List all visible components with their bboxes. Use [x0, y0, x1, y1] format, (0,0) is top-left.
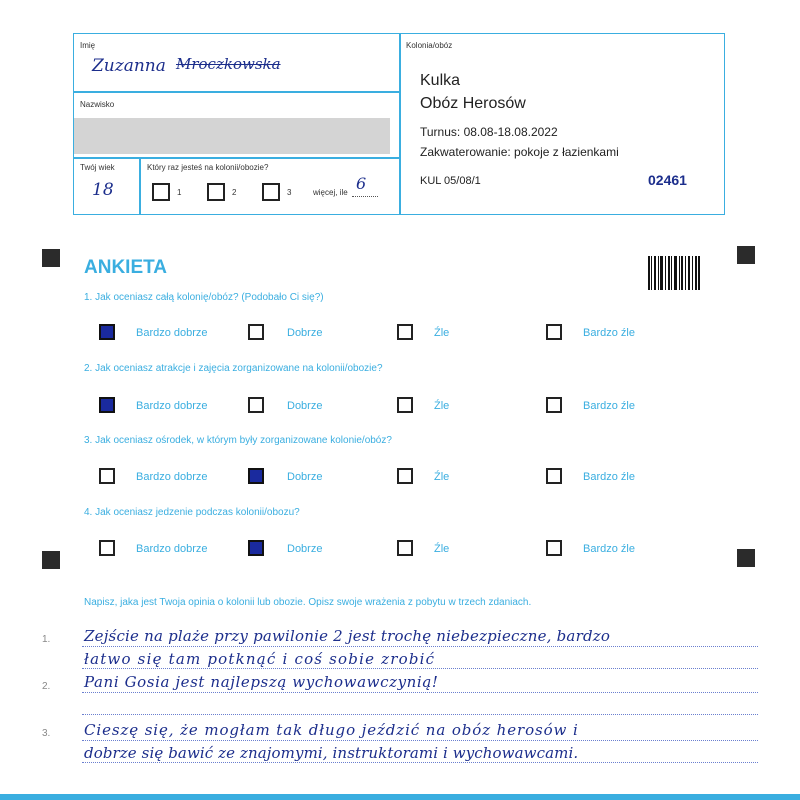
answer-1-line-2: łatwo się tam potknąć i coś sobie zrobić	[84, 650, 436, 668]
numer: 02461	[648, 172, 687, 188]
registration-mark-top-right	[737, 246, 755, 264]
q3-bardzo-dobrze-checkbox[interactable]	[99, 468, 115, 484]
q2-bardzo-dobrze-label: Bardzo dobrze	[136, 400, 208, 412]
question-3: 3. Jak oceniasz ośrodek, w którym były zorganizowane kolonie/obóz?	[84, 435, 392, 446]
survey-title: ANKIETA	[84, 257, 168, 278]
answer-3-line-2: dobrze się bawić ze znajomymi, instruktorami i wychowawcami.	[84, 744, 579, 762]
q1-dobrze-label: Dobrze	[287, 327, 323, 339]
ktory-raz-label: Który raz jesteś na kolonii/obozie?	[147, 163, 269, 172]
q4-dobrze-label: Dobrze	[287, 543, 323, 555]
answer-line-1a	[82, 646, 758, 647]
q4-dobrze-checkbox[interactable]	[248, 540, 264, 556]
q4-zle-checkbox[interactable]	[397, 540, 413, 556]
imie-label: Imię	[80, 41, 96, 50]
registration-mark-top-left	[42, 249, 60, 267]
answer-3-line-1: Cieszę się, że mogłam tak długo jeździć na obóz herosów i	[84, 721, 579, 739]
turnus: Turnus: 08.08-18.08.2022	[420, 125, 558, 139]
q1-bardzo-zle-label: Bardzo źle	[583, 327, 635, 339]
q1-zle-label: Źle	[434, 327, 450, 339]
q2-zle-checkbox[interactable]	[397, 397, 413, 413]
oboz-name: Obóz Herosów	[420, 95, 526, 112]
answer-1-line-1: Zejście na plaże przy pawilonie 2 jest trochę niebezpieczne, bardzo	[84, 627, 611, 645]
registration-mark-mid-left	[42, 551, 60, 569]
answer-line-1b	[82, 668, 758, 669]
times-1-label: 1	[177, 188, 182, 197]
kod: KUL 05/08/1	[420, 175, 481, 187]
question-2: 2. Jak oceniasz atrakcje i zajęcia zorganizowane na kolonii/obozie?	[84, 363, 383, 374]
q3-dobrze-checkbox[interactable]	[248, 468, 264, 484]
line-number-3: 3.	[42, 728, 51, 739]
q4-bardzo-zle-label: Bardzo źle	[583, 543, 635, 555]
opinion-prompt: Napisz, jaka jest Twoja opinia o kolonii lub obozie. Opisz swoje wrażenia z pobytu w trzech zdaniach.	[84, 597, 532, 608]
wiecej-value: 6	[356, 174, 367, 193]
times-3-label: 3	[287, 188, 292, 197]
bottom-blue-bar	[0, 794, 800, 800]
wiek-value: 18	[92, 180, 114, 200]
times-2-label: 2	[232, 188, 237, 197]
registration-mark-mid-right	[737, 549, 755, 567]
wiecej-dotline	[352, 196, 378, 197]
q3-bardzo-zle-label: Bardzo źle	[583, 471, 635, 483]
kolonia-name: Kulka	[420, 72, 461, 89]
answer-2-line-1: Pani Gosia jest najlepszą wychowawczynią!	[84, 673, 439, 691]
q4-bardzo-dobrze-label: Bardzo dobrze	[136, 543, 208, 555]
q2-bardzo-zle-checkbox[interactable]	[546, 397, 562, 413]
q2-zle-label: Źle	[434, 400, 450, 412]
line-number-1: 1.	[42, 634, 51, 645]
line-number-2: 2.	[42, 681, 51, 692]
wiek-label: Twój wiek	[80, 163, 115, 172]
q3-dobrze-label: Dobrze	[287, 471, 323, 483]
wiecej-label: więcej, ile	[313, 188, 348, 197]
q3-bardzo-dobrze-label: Bardzo dobrze	[136, 471, 208, 483]
q3-zle-checkbox[interactable]	[397, 468, 413, 484]
question-4: 4. Jak oceniasz jedzenie podczas kolonii/obozu?	[84, 507, 300, 518]
nazwisko-label: Nazwisko	[80, 100, 115, 109]
q4-bardzo-dobrze-checkbox[interactable]	[99, 540, 115, 556]
q2-bardzo-zle-label: Bardzo źle	[583, 400, 635, 412]
q1-bardzo-zle-checkbox[interactable]	[546, 324, 562, 340]
times-3-checkbox[interactable]	[262, 183, 280, 201]
question-1: 1. Jak oceniasz całą kolonię/obóz? (Podobało Ci się?)	[84, 292, 324, 303]
imie-crossed: Mroczkowska	[176, 55, 281, 73]
times-1-checkbox[interactable]	[152, 183, 170, 201]
q3-bardzo-zle-checkbox[interactable]	[546, 468, 562, 484]
zakwaterowanie: Zakwaterowanie: pokoje z łazienkami	[420, 145, 619, 159]
q4-bardzo-zle-checkbox[interactable]	[546, 540, 562, 556]
q2-bardzo-dobrze-checkbox[interactable]	[99, 397, 115, 413]
answer-line-3a	[82, 740, 758, 741]
q2-dobrze-checkbox[interactable]	[248, 397, 264, 413]
q1-zle-checkbox[interactable]	[397, 324, 413, 340]
times-2-checkbox[interactable]	[207, 183, 225, 201]
kolonia-label: Kolonia/obóz	[406, 41, 453, 50]
barcode	[648, 256, 700, 290]
answer-line-2a	[82, 692, 758, 693]
q3-zle-label: Źle	[434, 471, 450, 483]
nazwisko-redacted	[74, 118, 390, 154]
answer-line-2b	[82, 714, 758, 715]
q1-bardzo-dobrze-label: Bardzo dobrze	[136, 327, 208, 339]
q1-dobrze-checkbox[interactable]	[248, 324, 264, 340]
imie-value: Zuzanna	[92, 56, 166, 76]
q2-dobrze-label: Dobrze	[287, 400, 323, 412]
q1-bardzo-dobrze-checkbox[interactable]	[99, 324, 115, 340]
answer-line-3b	[82, 762, 758, 763]
q4-zle-label: Źle	[434, 543, 450, 555]
